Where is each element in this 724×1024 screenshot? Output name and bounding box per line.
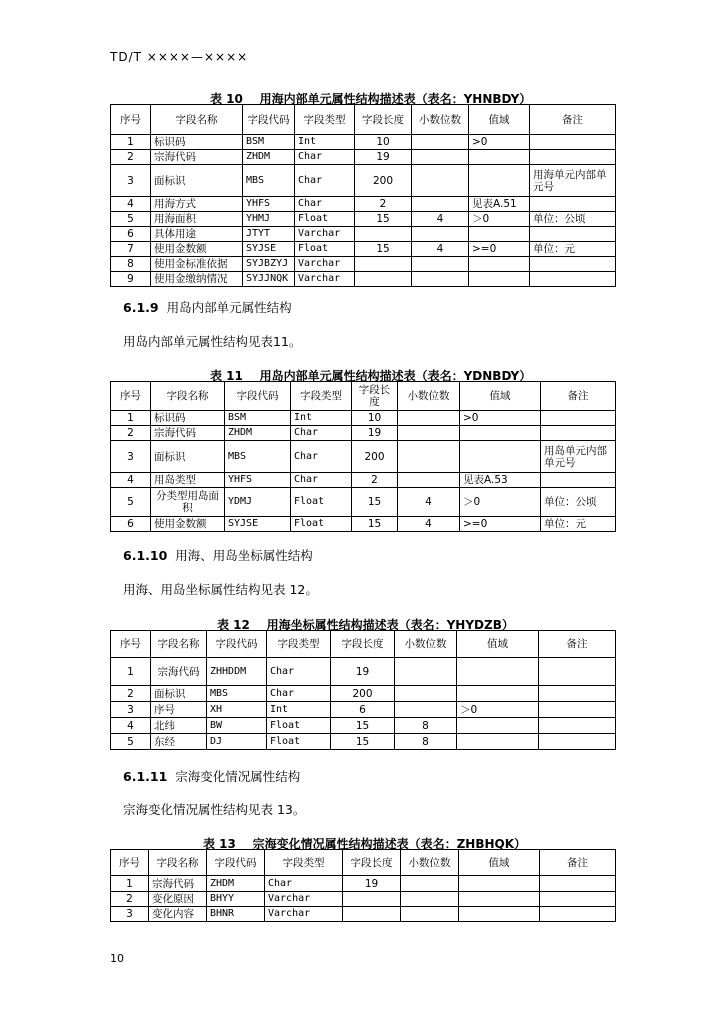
table13-header-row bbox=[111, 850, 616, 876]
table11-header-cell: 值域 bbox=[460, 382, 541, 411]
table10-cell: 8 bbox=[111, 257, 151, 272]
table10-cell: 具体用途 bbox=[151, 227, 243, 242]
table11-cell: 4 bbox=[398, 517, 460, 532]
table13-row bbox=[111, 907, 616, 922]
table13-header-cell: 序号 bbox=[111, 850, 149, 876]
table10-cell bbox=[412, 227, 469, 242]
table10-cell bbox=[412, 150, 469, 165]
table10-cell bbox=[412, 197, 469, 212]
table10-cell bbox=[469, 165, 530, 197]
table12-cell: 15 bbox=[331, 718, 395, 734]
table10-cell bbox=[530, 227, 616, 242]
table11-cell: SYJSE bbox=[225, 517, 291, 532]
table13-cell: 3 bbox=[111, 907, 149, 922]
table11-cell: 2 bbox=[111, 426, 151, 441]
table12-cell bbox=[539, 686, 616, 702]
table11-header-cell: 字段长度 bbox=[352, 382, 398, 411]
table12-cell: 序号 bbox=[151, 702, 207, 718]
table11-cell: MBS bbox=[225, 441, 291, 473]
table10-cell: 使用金数额 bbox=[151, 242, 243, 257]
table13-cell: Varchar bbox=[265, 907, 343, 922]
table11-caption-number: 表 11 bbox=[210, 369, 243, 383]
table10-cell: 19 bbox=[355, 150, 412, 165]
table11-cell: YHFS bbox=[225, 473, 291, 488]
table13-header-cell: 字段名称 bbox=[149, 850, 207, 876]
section-6-1-9-paragraph: 用岛内部单元属性结构见表11。 bbox=[123, 334, 302, 349]
table12-header-cell: 字段代码 bbox=[207, 631, 267, 658]
table11 bbox=[110, 381, 616, 532]
table10-cell: YHMJ bbox=[243, 212, 295, 227]
page-number: 10 bbox=[110, 952, 124, 965]
section-6-1-9-heading bbox=[123, 298, 292, 316]
table10-cell: Float bbox=[295, 242, 355, 257]
table10-cell: 1 bbox=[111, 135, 151, 150]
table13-cell bbox=[343, 907, 401, 922]
table10-cell bbox=[469, 257, 530, 272]
table10-cell: 200 bbox=[355, 165, 412, 197]
table10-cell: 15 bbox=[355, 242, 412, 257]
table10-cell: Varchar bbox=[295, 272, 355, 287]
table11-cell bbox=[398, 426, 460, 441]
table13-cell bbox=[401, 907, 459, 922]
table12-cell: 2 bbox=[111, 686, 151, 702]
table13-cell: 19 bbox=[343, 876, 401, 892]
table10-cell: 使用金缴纳情况 bbox=[151, 272, 243, 287]
table11-cell: 使用金数额 bbox=[151, 517, 225, 532]
table10-cell: SYJJNQK bbox=[243, 272, 295, 287]
table11-cell bbox=[398, 473, 460, 488]
section-6-1-11-heading bbox=[123, 767, 300, 785]
table12-cell: BW bbox=[207, 718, 267, 734]
table13-header-cell: 值域 bbox=[459, 850, 540, 876]
table11-cell: 单位：元 bbox=[541, 517, 616, 532]
table10-header-row bbox=[111, 105, 616, 135]
table11-header-cell: 字段代码 bbox=[225, 382, 291, 411]
table11-header-cell: 小数位数 bbox=[398, 382, 460, 411]
table11-cell: YDMJ bbox=[225, 488, 291, 517]
table13-cell bbox=[540, 907, 616, 922]
table12-cell: Char bbox=[267, 686, 331, 702]
table11-cell bbox=[398, 441, 460, 473]
table13-cell: 变化内容 bbox=[149, 907, 207, 922]
table11-row bbox=[111, 473, 616, 488]
table12-cell: ZHHDDM bbox=[207, 658, 267, 686]
table12-cell: DJ bbox=[207, 734, 267, 750]
table12-cell: 东经 bbox=[151, 734, 207, 750]
table11-cell: 用岛类型 bbox=[151, 473, 225, 488]
table11-cell bbox=[541, 473, 616, 488]
table10-cell: 使用金标准依据 bbox=[151, 257, 243, 272]
table13-cell bbox=[540, 876, 616, 892]
table11-cell: 5 bbox=[111, 488, 151, 517]
table11-cell: 面标识 bbox=[151, 441, 225, 473]
table12-cell bbox=[539, 702, 616, 718]
table10-cell: 7 bbox=[111, 242, 151, 257]
table11-cell bbox=[460, 441, 541, 473]
table11-cell: 4 bbox=[398, 488, 460, 517]
table10-cell bbox=[530, 135, 616, 150]
table11-cell bbox=[460, 426, 541, 441]
table10-cell: Int bbox=[295, 135, 355, 150]
table12-cell: 3 bbox=[111, 702, 151, 718]
table12-header-cell: 序号 bbox=[111, 631, 151, 658]
table12-header-cell: 备注 bbox=[539, 631, 616, 658]
table13-caption-number: 表 13 bbox=[203, 837, 236, 851]
table13-cell: BHNR bbox=[207, 907, 265, 922]
table12-cell: Int bbox=[267, 702, 331, 718]
table12-cell: Float bbox=[267, 734, 331, 750]
table11-cell bbox=[541, 411, 616, 426]
table11-cell: BSM bbox=[225, 411, 291, 426]
table11-cell: 3 bbox=[111, 441, 151, 473]
table10 bbox=[110, 104, 616, 287]
table13-cell: 1 bbox=[111, 876, 149, 892]
table12-header-cell: 字段类型 bbox=[267, 631, 331, 658]
section-6-1-10-heading bbox=[123, 546, 313, 564]
table10-cell: Float bbox=[295, 212, 355, 227]
table13-cell bbox=[459, 892, 540, 907]
section-6-1-10-paragraph: 用海、用岛坐标属性结构见表 12。 bbox=[123, 582, 318, 597]
table10-row bbox=[111, 197, 616, 212]
table10-cell: 5 bbox=[111, 212, 151, 227]
table10-cell bbox=[355, 272, 412, 287]
table10-cell: 10 bbox=[355, 135, 412, 150]
table11-row bbox=[111, 517, 616, 532]
table13 bbox=[110, 849, 616, 922]
table10-cell bbox=[469, 150, 530, 165]
table12-row bbox=[111, 718, 616, 734]
table10-header-cell: 备注 bbox=[530, 105, 616, 135]
table11-cell: 单位：公顷 bbox=[541, 488, 616, 517]
table11-cell: 19 bbox=[352, 426, 398, 441]
table10-row bbox=[111, 150, 616, 165]
table10-header-cell: 字段代码 bbox=[243, 105, 295, 135]
table12-header-cell: 字段长度 bbox=[331, 631, 395, 658]
table10-cell: 4 bbox=[412, 242, 469, 257]
table10-cell: 用海面积 bbox=[151, 212, 243, 227]
table10-cell: 标识码 bbox=[151, 135, 243, 150]
table11-header-cell: 备注 bbox=[541, 382, 616, 411]
table10-cell: SYJSE bbox=[243, 242, 295, 257]
table10-row bbox=[111, 272, 616, 287]
table10-cell: 2 bbox=[355, 197, 412, 212]
section-number: 6.1.9 bbox=[123, 300, 159, 315]
table12-cell: 200 bbox=[331, 686, 395, 702]
table11-cell: 分类型用岛面积 bbox=[151, 488, 225, 517]
section-number: 6.1.11 bbox=[123, 769, 168, 784]
table11-row bbox=[111, 488, 616, 517]
table11-cell: ＞0 bbox=[460, 488, 541, 517]
table10-header-cell: 字段类型 bbox=[295, 105, 355, 135]
table10-row bbox=[111, 165, 616, 197]
table11-row bbox=[111, 426, 616, 441]
table10-row bbox=[111, 135, 616, 150]
table10-row bbox=[111, 257, 616, 272]
table10-row bbox=[111, 242, 616, 257]
table12-cell: 北纬 bbox=[151, 718, 207, 734]
table10-cell bbox=[412, 257, 469, 272]
table10-cell: 单位：元 bbox=[530, 242, 616, 257]
table12-row bbox=[111, 686, 616, 702]
table12-cell: Float bbox=[267, 718, 331, 734]
document-code: TD/T ××××—×××× bbox=[110, 50, 249, 64]
table10-header-cell: 字段长度 bbox=[355, 105, 412, 135]
table13-cell bbox=[401, 876, 459, 892]
table10-cell: JTYT bbox=[243, 227, 295, 242]
table11-header-row bbox=[111, 382, 616, 411]
table12-cell bbox=[395, 658, 457, 686]
table13-header-cell: 备注 bbox=[540, 850, 616, 876]
table10-cell: 宗海代码 bbox=[151, 150, 243, 165]
table12-row bbox=[111, 658, 616, 686]
table12-row bbox=[111, 702, 616, 718]
table10-cell: SYJBZYJ bbox=[243, 257, 295, 272]
table11-cell: Char bbox=[291, 473, 352, 488]
table13-header-cell: 字段类型 bbox=[265, 850, 343, 876]
table12-cell: 4 bbox=[111, 718, 151, 734]
table10-cell: 2 bbox=[111, 150, 151, 165]
table10-cell bbox=[412, 135, 469, 150]
table12-cell bbox=[395, 686, 457, 702]
table13-cell bbox=[459, 876, 540, 892]
table10-caption-title: 用海内部单元属性结构描述表（表名：YHNBDY） bbox=[259, 92, 532, 106]
table13-caption-title: 宗海变化情况属性结构描述表（表名：ZHBHQK） bbox=[252, 837, 527, 851]
table12-row bbox=[111, 734, 616, 750]
table12-cell: 15 bbox=[331, 734, 395, 750]
table13-header-cell: 小数位数 bbox=[401, 850, 459, 876]
table12-cell: 19 bbox=[331, 658, 395, 686]
table10-cell bbox=[355, 257, 412, 272]
table12-cell: 面标识 bbox=[151, 686, 207, 702]
table10-header-cell: 字段名称 bbox=[151, 105, 243, 135]
table10-cell bbox=[530, 150, 616, 165]
table10-cell: YHFS bbox=[243, 197, 295, 212]
table10-cell bbox=[530, 197, 616, 212]
table13-cell: 2 bbox=[111, 892, 149, 907]
table11-header-cell: 字段名称 bbox=[151, 382, 225, 411]
table11-cell: 见表A.53 bbox=[460, 473, 541, 488]
table12-cell: ＞0 bbox=[457, 702, 539, 718]
table12-cell: 宗海代码 bbox=[151, 658, 207, 686]
table11-cell: 15 bbox=[352, 517, 398, 532]
table10-cell: Char bbox=[295, 197, 355, 212]
table11-cell: Char bbox=[291, 441, 352, 473]
table13-header-cell: 字段代码 bbox=[207, 850, 265, 876]
table10-cell: 4 bbox=[412, 212, 469, 227]
table12-header-cell: 字段名称 bbox=[151, 631, 207, 658]
table10-cell: Char bbox=[295, 165, 355, 197]
table10-cell: 3 bbox=[111, 165, 151, 197]
table12-cell: 1 bbox=[111, 658, 151, 686]
section-6-1-11-paragraph: 宗海变化情况属性结构见表 13。 bbox=[123, 802, 306, 817]
table10-cell: ZHDM bbox=[243, 150, 295, 165]
table11-cell: 10 bbox=[352, 411, 398, 426]
table11-caption-title: 用岛内部单元属性结构描述表（表名：YDNBDY） bbox=[259, 369, 532, 383]
table10-header-cell: 小数位数 bbox=[412, 105, 469, 135]
table13-cell: ZHDM bbox=[207, 876, 265, 892]
table11-cell: 6 bbox=[111, 517, 151, 532]
table10-cell: 6 bbox=[111, 227, 151, 242]
table11-cell: 15 bbox=[352, 488, 398, 517]
table12-header-cell: 值域 bbox=[457, 631, 539, 658]
table12-cell bbox=[539, 734, 616, 750]
table12-cell: 6 bbox=[331, 702, 395, 718]
table10-header-cell: 值域 bbox=[469, 105, 530, 135]
table10-cell: Char bbox=[295, 150, 355, 165]
table10-cell: MBS bbox=[243, 165, 295, 197]
table10-cell bbox=[469, 227, 530, 242]
table10-cell bbox=[530, 257, 616, 272]
table12-cell bbox=[539, 658, 616, 686]
table10-row bbox=[111, 212, 616, 227]
table10-cell: 15 bbox=[355, 212, 412, 227]
table12-cell: 8 bbox=[395, 734, 457, 750]
table11-cell bbox=[398, 411, 460, 426]
table11-row bbox=[111, 441, 616, 473]
table13-cell: BHYY bbox=[207, 892, 265, 907]
table13-cell bbox=[540, 892, 616, 907]
table11-header-cell: 字段类型 bbox=[291, 382, 352, 411]
table11-cell: 标识码 bbox=[151, 411, 225, 426]
table10-cell: >0 bbox=[469, 135, 530, 150]
table10-cell bbox=[412, 165, 469, 197]
table10-cell bbox=[412, 272, 469, 287]
section-title: 用海、用岛坐标属性结构 bbox=[175, 548, 313, 563]
table10-cell: 单位：公顷 bbox=[530, 212, 616, 227]
table12-caption-title: 用海坐标属性结构描述表（表名：YHYDZB） bbox=[266, 618, 514, 632]
table11-cell: Char bbox=[291, 426, 352, 441]
table13-cell: 宗海代码 bbox=[149, 876, 207, 892]
table12 bbox=[110, 630, 616, 750]
table12-cell bbox=[457, 686, 539, 702]
table12-header-cell: 小数位数 bbox=[395, 631, 457, 658]
table13-cell: Varchar bbox=[265, 892, 343, 907]
table10-cell: 面标识 bbox=[151, 165, 243, 197]
section-number: 6.1.10 bbox=[123, 548, 168, 563]
table11-cell: Float bbox=[291, 517, 352, 532]
table13-cell: Char bbox=[265, 876, 343, 892]
table10-cell: Varchar bbox=[295, 227, 355, 242]
table10-cell bbox=[469, 272, 530, 287]
section-title: 宗海变化情况属性结构 bbox=[175, 769, 301, 784]
table12-caption-number: 表 12 bbox=[217, 618, 250, 632]
table11-cell: 200 bbox=[352, 441, 398, 473]
table12-cell bbox=[539, 718, 616, 734]
table11-cell: 宗海代码 bbox=[151, 426, 225, 441]
table12-cell: 5 bbox=[111, 734, 151, 750]
table11-cell: Float bbox=[291, 488, 352, 517]
table13-cell bbox=[459, 907, 540, 922]
table11-cell: 1 bbox=[111, 411, 151, 426]
table10-caption-number: 表 10 bbox=[210, 92, 243, 106]
table13-row bbox=[111, 892, 616, 907]
table11-cell: 用岛单元内部单元号 bbox=[541, 441, 616, 473]
table10-cell: 见表A.51 bbox=[469, 197, 530, 212]
table11-header-cell: 序号 bbox=[111, 382, 151, 411]
table12-cell: MBS bbox=[207, 686, 267, 702]
table13-cell: 变化原因 bbox=[149, 892, 207, 907]
table10-cell: 用海方式 bbox=[151, 197, 243, 212]
table12-header-row bbox=[111, 631, 616, 658]
table11-cell: 2 bbox=[352, 473, 398, 488]
table13-cell bbox=[343, 892, 401, 907]
table10-cell: Varchar bbox=[295, 257, 355, 272]
table10-cell: >=0 bbox=[469, 242, 530, 257]
table10-cell: 9 bbox=[111, 272, 151, 287]
table12-cell: 8 bbox=[395, 718, 457, 734]
table12-cell bbox=[457, 718, 539, 734]
table11-cell: ZHDM bbox=[225, 426, 291, 441]
table10-cell: ＞0 bbox=[469, 212, 530, 227]
table12-cell: Char bbox=[267, 658, 331, 686]
table10-cell bbox=[530, 272, 616, 287]
table11-cell: Int bbox=[291, 411, 352, 426]
table12-cell bbox=[457, 734, 539, 750]
table11-cell: 4 bbox=[111, 473, 151, 488]
table11-cell: >0 bbox=[460, 411, 541, 426]
table10-cell: BSM bbox=[243, 135, 295, 150]
table12-cell bbox=[457, 658, 539, 686]
table11-cell bbox=[541, 426, 616, 441]
table10-cell bbox=[355, 227, 412, 242]
table12-cell bbox=[395, 702, 457, 718]
section-title: 用岛内部单元属性结构 bbox=[166, 300, 292, 315]
table12-cell: XH bbox=[207, 702, 267, 718]
table10-cell: 用海单元内部单元号 bbox=[530, 165, 616, 197]
table11-row bbox=[111, 411, 616, 426]
table10-cell: 4 bbox=[111, 197, 151, 212]
table10-header-cell: 序号 bbox=[111, 105, 151, 135]
table13-header-cell: 字段长度 bbox=[343, 850, 401, 876]
table13-cell bbox=[401, 892, 459, 907]
table10-row bbox=[111, 227, 616, 242]
table11-cell: >=0 bbox=[460, 517, 541, 532]
table13-row bbox=[111, 876, 616, 892]
